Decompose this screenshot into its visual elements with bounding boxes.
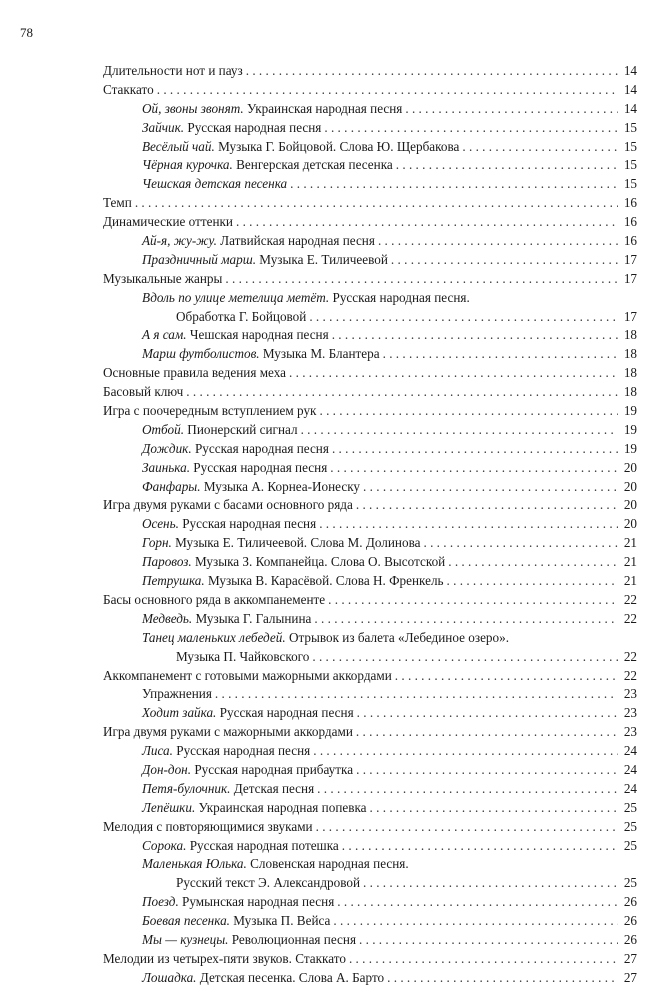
toc-entry <box>103 761 637 780</box>
toc-entry <box>103 326 637 345</box>
toc-entry-title <box>103 496 353 515</box>
toc-entry-title <box>142 893 334 912</box>
toc-entry <box>103 496 637 515</box>
toc-entry-title <box>142 837 339 856</box>
toc-entry-song-title: Ой, звоны звонят. <box>142 100 244 116</box>
toc-entry-title <box>142 100 402 119</box>
toc-entry-text: Музыкальные жанры <box>103 270 223 286</box>
toc-leader-dots <box>387 969 618 988</box>
toc-entry-title <box>103 62 243 81</box>
toc-entry <box>103 100 637 119</box>
toc-page-number: 25 <box>623 837 637 853</box>
toc-leader-dots <box>289 364 618 383</box>
toc-leader-dots <box>396 156 618 175</box>
toc-entry-title <box>142 232 375 251</box>
toc-entry-title <box>142 553 445 572</box>
toc-entry-title <box>142 421 298 440</box>
toc-leader-dots <box>363 874 618 893</box>
toc-page-number: 24 <box>623 780 637 796</box>
toc-leader-dots <box>333 912 618 931</box>
toc-entry-title <box>142 912 330 931</box>
toc-leader-dots <box>356 496 618 515</box>
toc-page-number: 26 <box>623 894 637 910</box>
toc-entry <box>103 440 637 459</box>
toc-leader-dots <box>332 440 618 459</box>
toc-entry-text: Русская народная потешка <box>186 837 339 853</box>
toc-entry <box>103 893 637 912</box>
toc-entry-text: Отрывок из балета «Лебединое озеро». <box>285 629 510 645</box>
toc-leader-dots <box>356 761 618 780</box>
toc-entry-text: Русская народная песня <box>216 705 354 721</box>
toc-entry-title <box>103 402 316 421</box>
toc-page-number: 19 <box>623 440 637 456</box>
toc-entry-song-title: Ходит зайка. <box>142 705 217 721</box>
toc-entry <box>103 931 637 950</box>
toc-entry-title <box>142 629 509 648</box>
toc-page-number: 17 <box>623 308 637 324</box>
toc-entry <box>103 950 637 969</box>
toc-entry-text: Украинская народная попевка <box>195 799 367 815</box>
toc-leader-dots <box>356 723 618 742</box>
toc-entry <box>103 232 637 251</box>
toc-page-number: 14 <box>623 100 637 116</box>
toc-page-number: 18 <box>623 384 637 400</box>
toc-entry-title <box>142 704 354 723</box>
toc-page-number: 23 <box>623 705 637 721</box>
toc-entry <box>103 194 637 213</box>
toc-entry <box>103 534 637 553</box>
table-of-contents <box>103 62 637 988</box>
toc-entry-title <box>142 326 329 345</box>
toc-entry <box>103 723 637 742</box>
toc-entry-title <box>103 213 233 232</box>
toc-entry-song-title: Фанфары. <box>142 478 201 494</box>
toc-entry-song-title: Маленькая Юлька. <box>142 856 247 872</box>
toc-entry-text: Динамические оттенки <box>103 214 233 230</box>
toc-entry <box>103 629 637 648</box>
toc-leader-dots <box>157 81 618 100</box>
toc-entry-title <box>142 685 212 704</box>
toc-entry-song-title: Лиса. <box>142 743 173 759</box>
toc-entry-song-title: А я сам. <box>142 327 187 343</box>
toc-entry-text: Музыка Г. Галынина <box>192 610 312 626</box>
toc-entry <box>103 289 637 308</box>
toc-page-number: 15 <box>623 138 637 154</box>
toc-page-number: 21 <box>623 573 637 589</box>
toc-entry-song-title: Паровоз. <box>142 554 192 570</box>
toc-page-number: 19 <box>623 403 637 419</box>
toc-entry <box>103 648 637 667</box>
toc-entry-title <box>176 874 360 893</box>
toc-leader-dots <box>225 270 618 289</box>
toc-entry-song-title: Боевая песенка. <box>142 913 230 929</box>
toc-leader-dots <box>324 119 618 138</box>
toc-entry-title <box>142 440 329 459</box>
toc-entry-text: Русская народная песня <box>190 459 328 475</box>
toc-page-number: 21 <box>623 535 637 551</box>
toc-entry <box>103 515 637 534</box>
toc-entry <box>103 138 637 157</box>
toc-entry <box>103 610 637 629</box>
toc-leader-dots <box>383 345 618 364</box>
toc-page-number: 20 <box>623 516 637 532</box>
toc-entry <box>103 780 637 799</box>
toc-page-number: 14 <box>623 63 637 78</box>
toc-page-number: 24 <box>623 761 637 777</box>
toc-entry-song-title: Заинька. <box>142 459 190 475</box>
toc-entry-song-title: Отбой. <box>142 421 184 437</box>
toc-entry-text: Революционная песня <box>228 931 357 947</box>
toc-leader-dots <box>316 818 618 837</box>
toc-entry <box>103 175 637 194</box>
toc-entry-title <box>142 515 316 534</box>
toc-leader-dots <box>330 459 618 478</box>
toc-entry <box>103 818 637 837</box>
toc-entry-song-title: Мы — кузнецы. <box>142 931 229 947</box>
toc-entry-title <box>142 969 384 988</box>
toc-entry-title <box>142 459 327 478</box>
toc-entry-text: Украинская народная песня <box>243 100 403 116</box>
toc-entry-text: Игра двумя руками с басами основного ряда <box>103 497 353 513</box>
toc-leader-dots <box>462 138 618 157</box>
toc-entry-song-title: Поезд. <box>142 894 179 910</box>
toc-entry <box>103 308 637 327</box>
toc-leader-dots <box>337 893 618 912</box>
toc-leader-dots <box>236 213 618 232</box>
toc-entry-title <box>103 364 286 383</box>
toc-entry-title <box>142 345 380 364</box>
page-number: 78 <box>20 25 33 40</box>
toc-entry-text: Русская народная песня. <box>329 289 470 305</box>
toc-page-number: 15 <box>623 176 637 192</box>
toc-entry-text: Детская песенка. Слова А. Барто <box>196 969 385 985</box>
toc-entry <box>103 383 637 402</box>
toc-leader-dots <box>423 534 618 553</box>
toc-entry-title <box>103 818 313 837</box>
toc-entry-text: Длительности нот и пауз <box>103 63 243 78</box>
toc-entry-text: Басы основного ряда в аккомпанементе <box>103 591 326 607</box>
toc-page-number: 15 <box>623 119 637 135</box>
toc-entry <box>103 591 637 610</box>
toc-entry-text: Аккомпанемент с готовыми мажорными аккордами <box>103 667 392 683</box>
toc-entry <box>103 912 637 931</box>
toc-page-number: 16 <box>623 233 637 249</box>
toc-entry-song-title: Зайчик. <box>142 119 185 135</box>
toc-entry <box>103 213 637 232</box>
toc-entry-title <box>142 780 314 799</box>
toc-leader-dots <box>447 572 618 591</box>
toc-leader-dots <box>290 175 618 194</box>
toc-page-number: 22 <box>623 648 637 664</box>
toc-entry <box>103 704 637 723</box>
toc-entry-text: Русская народная песня <box>191 440 329 456</box>
toc-entry <box>103 251 637 270</box>
toc-entry <box>103 478 637 497</box>
toc-entry-song-title: Дон-дон. <box>142 761 192 777</box>
toc-entry <box>103 81 637 100</box>
toc-leader-dots <box>309 308 618 327</box>
toc-entry-song-title: Петя-булочник. <box>142 780 231 796</box>
toc-leader-dots <box>359 931 618 950</box>
toc-entry-song-title: Чёрная курочка. <box>142 157 233 173</box>
toc-entry-text: Музыка А. Корнеа-Ионеску <box>200 478 361 494</box>
toc-leader-dots <box>215 685 618 704</box>
toc-entry-text: Игра с поочередным вступлением рук <box>103 403 317 419</box>
toc-entry <box>103 364 637 383</box>
toc-entry <box>103 742 637 761</box>
toc-entry-text: Детская песня <box>230 780 315 796</box>
toc-entry <box>103 345 637 364</box>
toc-leader-dots <box>314 610 618 629</box>
toc-entry-title <box>176 648 309 667</box>
toc-entry-title <box>142 251 388 270</box>
toc-entry-text: Русская народная прибаутка <box>191 761 354 777</box>
toc-page-number: 25 <box>623 875 637 891</box>
toc-entry <box>103 553 637 572</box>
toc-page-number: 27 <box>623 950 637 966</box>
toc-entry-text: Темп <box>103 195 132 211</box>
toc-entry-title <box>142 799 367 818</box>
toc-leader-dots <box>319 515 618 534</box>
toc-entry-text: Игра двумя руками с мажорными аккордами <box>103 724 353 740</box>
toc-entry-text: Мелодия с повторяющимися звуками <box>103 818 313 834</box>
toc-entry-song-title: Лепёшки. <box>142 799 196 815</box>
toc-entry <box>103 855 637 874</box>
toc-page-number: 17 <box>623 251 637 267</box>
toc-page-number: 21 <box>623 554 637 570</box>
toc-entry-text: Басовый ключ <box>103 384 184 400</box>
toc-entry-song-title: Танец маленьких лебедей. <box>142 629 286 645</box>
toc-entry-title <box>142 610 311 629</box>
toc-page-number: 20 <box>623 459 637 475</box>
toc-entry-title <box>142 478 360 497</box>
toc-entry-text: Пионерский сигнал <box>184 421 298 437</box>
toc-entry-text: Музыка Е. Тиличеевой. Слова М. Долинова <box>171 535 421 551</box>
toc-entry <box>103 572 637 591</box>
toc-page-number: 16 <box>623 195 637 211</box>
toc-leader-dots <box>405 100 618 119</box>
toc-page-number: 22 <box>623 667 637 683</box>
toc-page-number: 23 <box>623 724 637 740</box>
toc-entry-song-title: Чешская детская песенка <box>142 176 288 192</box>
toc-entry-text: Музыка З. Компанейца. Слова О. Высотской <box>191 554 446 570</box>
toc-leader-dots <box>135 194 618 213</box>
toc-entry <box>103 421 637 440</box>
toc-entry-title <box>142 138 459 157</box>
toc-entry-text: Основные правила ведения меха <box>103 365 287 381</box>
toc-leader-dots <box>342 837 618 856</box>
toc-entry <box>103 667 637 686</box>
toc-entry-text: Чешская народная песня <box>186 327 329 343</box>
toc-page-number: 18 <box>623 346 637 362</box>
toc-entry-song-title: Марш футболистов. <box>142 346 260 362</box>
toc-entry-title <box>142 931 356 950</box>
toc-entry-title <box>142 119 321 138</box>
toc-entry-title <box>142 156 393 175</box>
toc-entry-title <box>103 667 392 686</box>
toc-leader-dots <box>313 742 618 761</box>
toc-entry <box>103 799 637 818</box>
toc-entry-title <box>103 81 154 100</box>
toc-entry-text: Румынская народная песня <box>178 894 335 910</box>
toc-page-number: 15 <box>623 157 637 173</box>
toc-entry-text: Стаккато <box>103 81 154 97</box>
toc-entry-title <box>103 270 222 289</box>
toc-page-number: 20 <box>623 478 637 494</box>
toc-entry-text: Мелодии из четырех-пяти звуков. Стаккато <box>103 950 346 966</box>
toc-entry <box>103 156 637 175</box>
toc-entry-title <box>103 383 183 402</box>
toc-entry-song-title: Медведь. <box>142 610 193 626</box>
toc-page-number: 23 <box>623 686 637 702</box>
toc-entry-title <box>142 855 409 874</box>
toc-page-number: 18 <box>623 327 637 343</box>
toc-entry-text: Русская народная песня <box>178 516 317 532</box>
toc-entry-song-title: Осень. <box>142 516 179 532</box>
toc-entry-text: Музыка Е. Тиличеевой <box>256 251 388 267</box>
toc-entry <box>103 119 637 138</box>
toc-entry-song-title: Праздничный марш. <box>142 251 256 267</box>
toc-leader-dots <box>370 799 618 818</box>
toc-entry-title <box>103 194 132 213</box>
toc-entry <box>103 402 637 421</box>
toc-leader-dots <box>378 232 618 251</box>
toc-entry-text: Латвийская народная песня <box>216 233 375 249</box>
toc-entry-song-title: Лошадка. <box>142 969 197 985</box>
toc-page-number: 20 <box>623 497 637 513</box>
toc-entry-title <box>176 308 306 327</box>
toc-entry-song-title: Дождик. <box>142 440 192 456</box>
toc-page-number: 16 <box>623 214 637 230</box>
toc-page-number: 26 <box>623 931 637 947</box>
toc-leader-dots <box>391 251 618 270</box>
toc-entry-text: Музыка М. Блантера <box>259 346 380 362</box>
toc-entry-title <box>142 761 353 780</box>
toc-entry-song-title: Сорока. <box>142 837 187 853</box>
toc-entry-title <box>142 289 470 308</box>
toc-entry-text: Музыка Г. Бойцовой. Слова Ю. Щербакова <box>214 138 460 154</box>
toc-page-number: 17 <box>623 270 637 286</box>
toc-entry <box>103 685 637 704</box>
toc-entry-text: Венгерская детская песенка <box>232 157 393 173</box>
toc-entry-text: Русский текст Э. Александровой <box>176 875 361 891</box>
toc-entry-song-title: Ай-я, жу-жу. <box>142 233 217 249</box>
toc-page-number: 24 <box>623 743 637 759</box>
toc-entry-title <box>142 534 420 553</box>
toc-entry-song-title: Петрушка. <box>142 573 205 589</box>
toc-page-number: 22 <box>623 610 637 626</box>
toc-page-number: 14 <box>623 81 637 97</box>
toc-entry-title <box>103 950 346 969</box>
toc-entry-title <box>142 572 444 591</box>
toc-leader-dots <box>186 383 618 402</box>
toc-leader-dots <box>448 553 618 572</box>
toc-entry <box>103 270 637 289</box>
toc-entry-text: Музыка В. Карасёвой. Слова Н. Френкель <box>204 573 444 589</box>
toc-entry-title <box>142 175 287 194</box>
toc-entry-text: Музыка П. Вейса <box>229 913 331 929</box>
toc-page-number: 26 <box>623 913 637 929</box>
toc-entry-text: Музыка П. Чайковского <box>176 648 310 664</box>
toc-leader-dots <box>246 62 618 81</box>
toc-entry-title <box>103 723 353 742</box>
toc-entry-song-title: Горн. <box>142 535 172 551</box>
toc-page-number: 25 <box>623 818 637 834</box>
toc-leader-dots <box>317 780 618 799</box>
toc-entry-text: Обработка Г. Бойцовой <box>176 308 307 324</box>
toc-entry-song-title: Весёлый чай. <box>142 138 215 154</box>
toc-entry <box>103 837 637 856</box>
toc-page-number: 18 <box>623 365 637 381</box>
toc-entry-text: Словенская народная песня. <box>246 856 409 872</box>
toc-entry-title <box>103 591 325 610</box>
toc-entry <box>103 969 637 988</box>
toc-entry-text: Упражнения <box>142 686 212 702</box>
toc-entry-text: Русская народная песня <box>184 119 322 135</box>
toc-leader-dots <box>301 421 618 440</box>
toc-page-number: 19 <box>623 421 637 437</box>
toc-leader-dots <box>328 591 618 610</box>
toc-entry-song-title: Вдоль по улице метелица метёт. <box>142 289 330 305</box>
toc-leader-dots <box>357 704 618 723</box>
toc-page-number: 22 <box>623 591 637 607</box>
toc-entry <box>103 874 637 893</box>
toc-entry-text: Русская народная песня <box>172 743 311 759</box>
toc-entry <box>103 62 637 81</box>
toc-leader-dots <box>363 478 618 497</box>
toc-leader-dots <box>349 950 618 969</box>
toc-page-number: 25 <box>623 799 637 815</box>
toc-entry <box>103 459 637 478</box>
toc-entry-title <box>142 742 310 761</box>
toc-leader-dots <box>319 402 618 421</box>
toc-leader-dots <box>312 648 618 667</box>
toc-leader-dots <box>395 667 618 686</box>
toc-page-number: 27 <box>623 969 637 985</box>
toc-leader-dots <box>332 326 618 345</box>
